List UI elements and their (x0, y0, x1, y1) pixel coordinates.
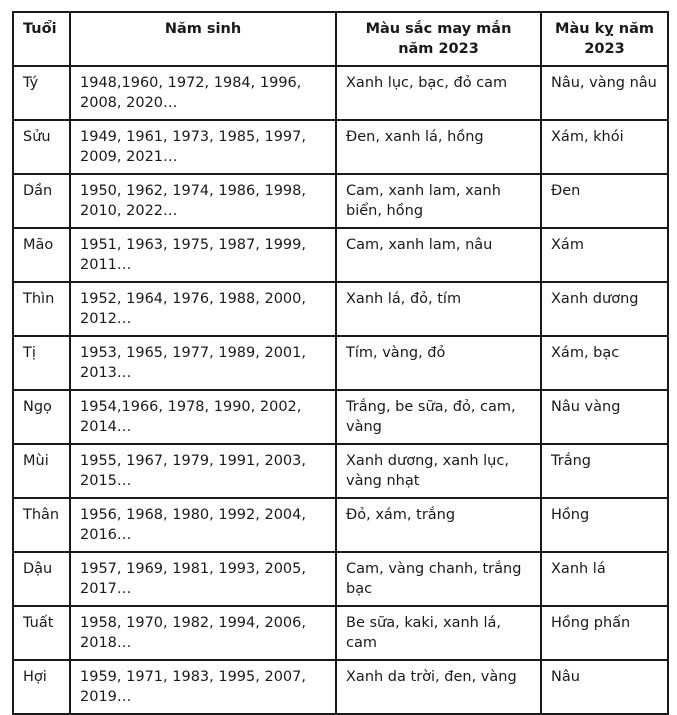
cell-tuoi: Dậu (13, 552, 70, 606)
cell-nam-sinh: 1950, 1962, 1974, 1986, 1998, 2010, 2022… (70, 174, 336, 228)
table-row (13, 174, 668, 228)
cell-tuoi: Dần (13, 174, 70, 228)
cell-mau-ky: Nâu, vàng nâu (541, 66, 668, 120)
cell-nam-sinh: 1955, 1967, 1979, 1991, 2003, 2015… (70, 444, 336, 498)
cell-tuoi: Tý (13, 66, 70, 120)
cell-mau-may-man: Cam, xanh lam, xanh biển, hồng (336, 174, 541, 228)
cell-mau-may-man: Cam, vàng chanh, trắng bạc (336, 552, 541, 606)
cell-mau-may-man: Cam, xanh lam, nâu (336, 228, 541, 282)
cell-tuoi: Mão (13, 228, 70, 282)
table-row (13, 120, 668, 174)
cell-mau-may-man: Be sữa, kaki, xanh lá, cam (336, 606, 541, 660)
table-row (13, 606, 668, 660)
cell-nam-sinh: 1956, 1968, 1980, 1992, 2004, 2016… (70, 498, 336, 552)
table-row (13, 660, 668, 714)
cell-nam-sinh: 1948,1960, 1972, 1984, 1996, 2008, 2020… (70, 66, 336, 120)
cell-mau-may-man: Tím, vàng, đỏ (336, 336, 541, 390)
cell-mau-may-man: Xanh lá, đỏ, tím (336, 282, 541, 336)
cell-nam-sinh: 1953, 1965, 1977, 1989, 2001, 2013… (70, 336, 336, 390)
cell-nam-sinh: 1951, 1963, 1975, 1987, 1999, 2011… (70, 228, 336, 282)
cell-tuoi: Thìn (13, 282, 70, 336)
cell-mau-ky: Xanh dương (541, 282, 668, 336)
cell-nam-sinh: 1952, 1964, 1976, 1988, 2000, 2012… (70, 282, 336, 336)
zodiac-color-table (12, 11, 669, 715)
cell-mau-may-man: Xanh da trời, đen, vàng (336, 660, 541, 714)
cell-tuoi: Tuất (13, 606, 70, 660)
cell-mau-ky: Đen (541, 174, 668, 228)
cell-mau-ky: Hồng phấn (541, 606, 668, 660)
cell-mau-may-man: Trắng, be sữa, đỏ, cam, vàng (336, 390, 541, 444)
cell-tuoi: Ngọ (13, 390, 70, 444)
cell-nam-sinh: 1958, 1970, 1982, 1994, 2006, 2018… (70, 606, 336, 660)
cell-mau-ky: Nâu (541, 660, 668, 714)
cell-nam-sinh: 1949, 1961, 1973, 1985, 1997, 2009, 2021… (70, 120, 336, 174)
cell-mau-ky: Xám, bạc (541, 336, 668, 390)
table-header-row (13, 12, 668, 66)
table-row (13, 282, 668, 336)
cell-mau-ky: Xanh lá (541, 552, 668, 606)
cell-tuoi: Tị (13, 336, 70, 390)
cell-tuoi: Thân (13, 498, 70, 552)
cell-mau-may-man: Xanh lục, bạc, đỏ cam (336, 66, 541, 120)
table-row (13, 66, 668, 120)
cell-mau-ky: Trắng (541, 444, 668, 498)
header-mau-ky: Màu kỵ năm 2023 (541, 12, 668, 66)
header-mau-may-man: Màu sắc may mắn năm 2023 (336, 12, 541, 66)
table-row (13, 390, 668, 444)
header-nam-sinh: Năm sinh (70, 12, 336, 66)
table-row (13, 552, 668, 606)
cell-mau-ky: Nâu vàng (541, 390, 668, 444)
table-row (13, 228, 668, 282)
cell-mau-ky: Hồng (541, 498, 668, 552)
cell-tuoi: Hợi (13, 660, 70, 714)
cell-mau-may-man: Đen, xanh lá, hồng (336, 120, 541, 174)
cell-mau-may-man: Đỏ, xám, trắng (336, 498, 541, 552)
cell-nam-sinh: 1954,1966, 1978, 1990, 2002, 2014… (70, 390, 336, 444)
table-row (13, 336, 668, 390)
table-body (13, 66, 668, 714)
table-row (13, 444, 668, 498)
header-tuoi: Tuổi (13, 12, 70, 66)
cell-mau-may-man: Xanh dương, xanh lục, vàng nhạt (336, 444, 541, 498)
table-row (13, 498, 668, 552)
cell-mau-ky: Xám, khói (541, 120, 668, 174)
cell-nam-sinh: 1959, 1971, 1983, 1995, 2007, 2019… (70, 660, 336, 714)
cell-tuoi: Mùi (13, 444, 70, 498)
cell-mau-ky: Xám (541, 228, 668, 282)
zodiac-color-table-container (12, 11, 669, 715)
cell-tuoi: Sửu (13, 120, 70, 174)
cell-nam-sinh: 1957, 1969, 1981, 1993, 2005, 2017… (70, 552, 336, 606)
